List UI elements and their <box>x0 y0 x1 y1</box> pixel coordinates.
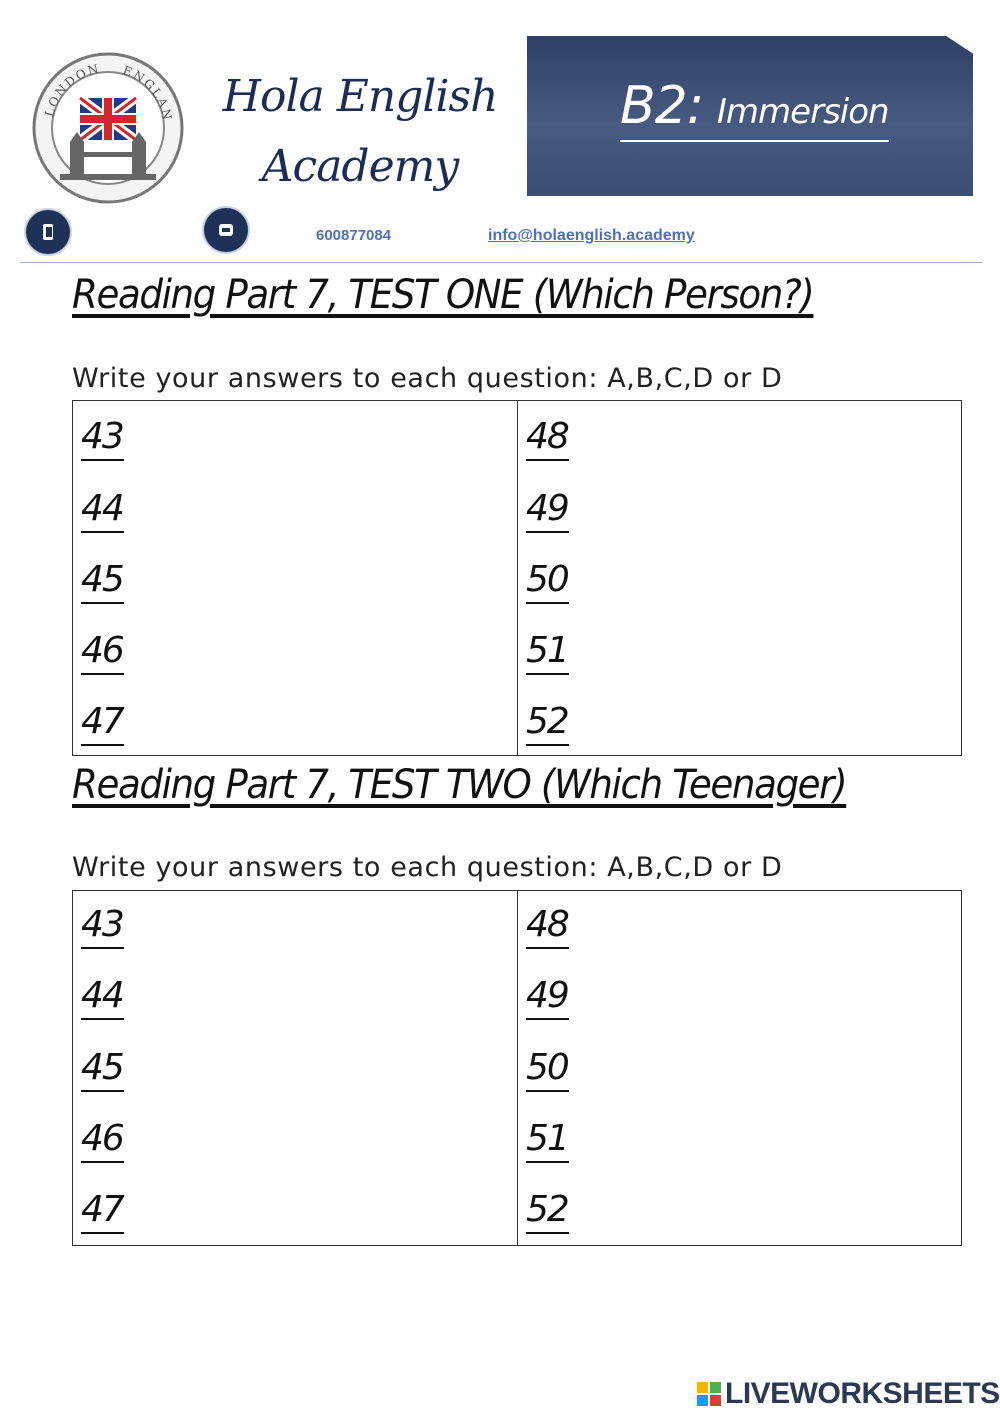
section-title-test-one: Reading Part 7, TEST ONE (Which Person?) <box>72 272 814 318</box>
level-name: Immersion <box>716 92 889 132</box>
question-number[interactable]: 52 <box>526 700 569 746</box>
grid-divider <box>517 401 518 755</box>
question-number[interactable]: 47 <box>81 1188 124 1234</box>
question-number[interactable]: 44 <box>81 487 124 533</box>
email-link[interactable]: info@holaenglish.academy <box>488 227 695 244</box>
question-number[interactable]: 46 <box>81 629 124 675</box>
phone-icon <box>26 210 70 254</box>
liveworksheets-brand: LIVEWORKSHEETS <box>725 1377 1000 1410</box>
answer-grid-test-two <box>72 890 962 1246</box>
seal-text-left: LONDON <box>42 61 102 119</box>
question-number[interactable]: 48 <box>526 903 569 949</box>
mail-icon <box>204 208 248 252</box>
seal-text-right: ENGLAN <box>120 63 175 123</box>
liveworksheets-logo <box>697 1377 1000 1411</box>
phone-number: 600877084 <box>316 227 392 244</box>
grid-divider <box>517 891 518 1245</box>
question-number[interactable]: 48 <box>526 415 569 461</box>
question-number[interactable]: 46 <box>81 1117 124 1163</box>
level-title <box>620 78 889 142</box>
question-number[interactable]: 49 <box>526 974 569 1020</box>
academy-name-line1: Hola English <box>222 71 498 122</box>
question-number[interactable]: 45 <box>81 558 124 604</box>
question-number[interactable]: 43 <box>81 415 124 461</box>
section-title-test-two: Reading Part 7, TEST TWO (Which Teenager) <box>72 762 847 808</box>
academy-seal-logo <box>30 50 186 206</box>
question-number[interactable]: 45 <box>81 1046 124 1092</box>
academy-name-line2: Academy <box>261 141 459 192</box>
answer-grid-test-one <box>72 400 962 756</box>
level-prefix: B2: <box>620 76 704 136</box>
question-number[interactable]: 47 <box>81 700 124 746</box>
question-number[interactable]: 50 <box>526 558 569 604</box>
instructions-test-two: Write your answers to each question: A,B,C,D or D <box>72 852 783 883</box>
question-number[interactable]: 50 <box>526 1046 569 1092</box>
instructions-test-one: Write your answers to each question: A,B,C,D or D <box>72 363 783 394</box>
academy-name <box>220 62 500 202</box>
question-number[interactable]: 44 <box>81 974 124 1020</box>
header-divider <box>20 262 983 263</box>
question-number[interactable]: 49 <box>526 487 569 533</box>
question-number[interactable]: 51 <box>526 1117 569 1163</box>
question-number[interactable]: 52 <box>526 1188 569 1234</box>
question-number[interactable]: 51 <box>526 629 569 675</box>
question-number[interactable]: 43 <box>81 903 124 949</box>
liveworksheets-logo-icon <box>697 1382 721 1406</box>
